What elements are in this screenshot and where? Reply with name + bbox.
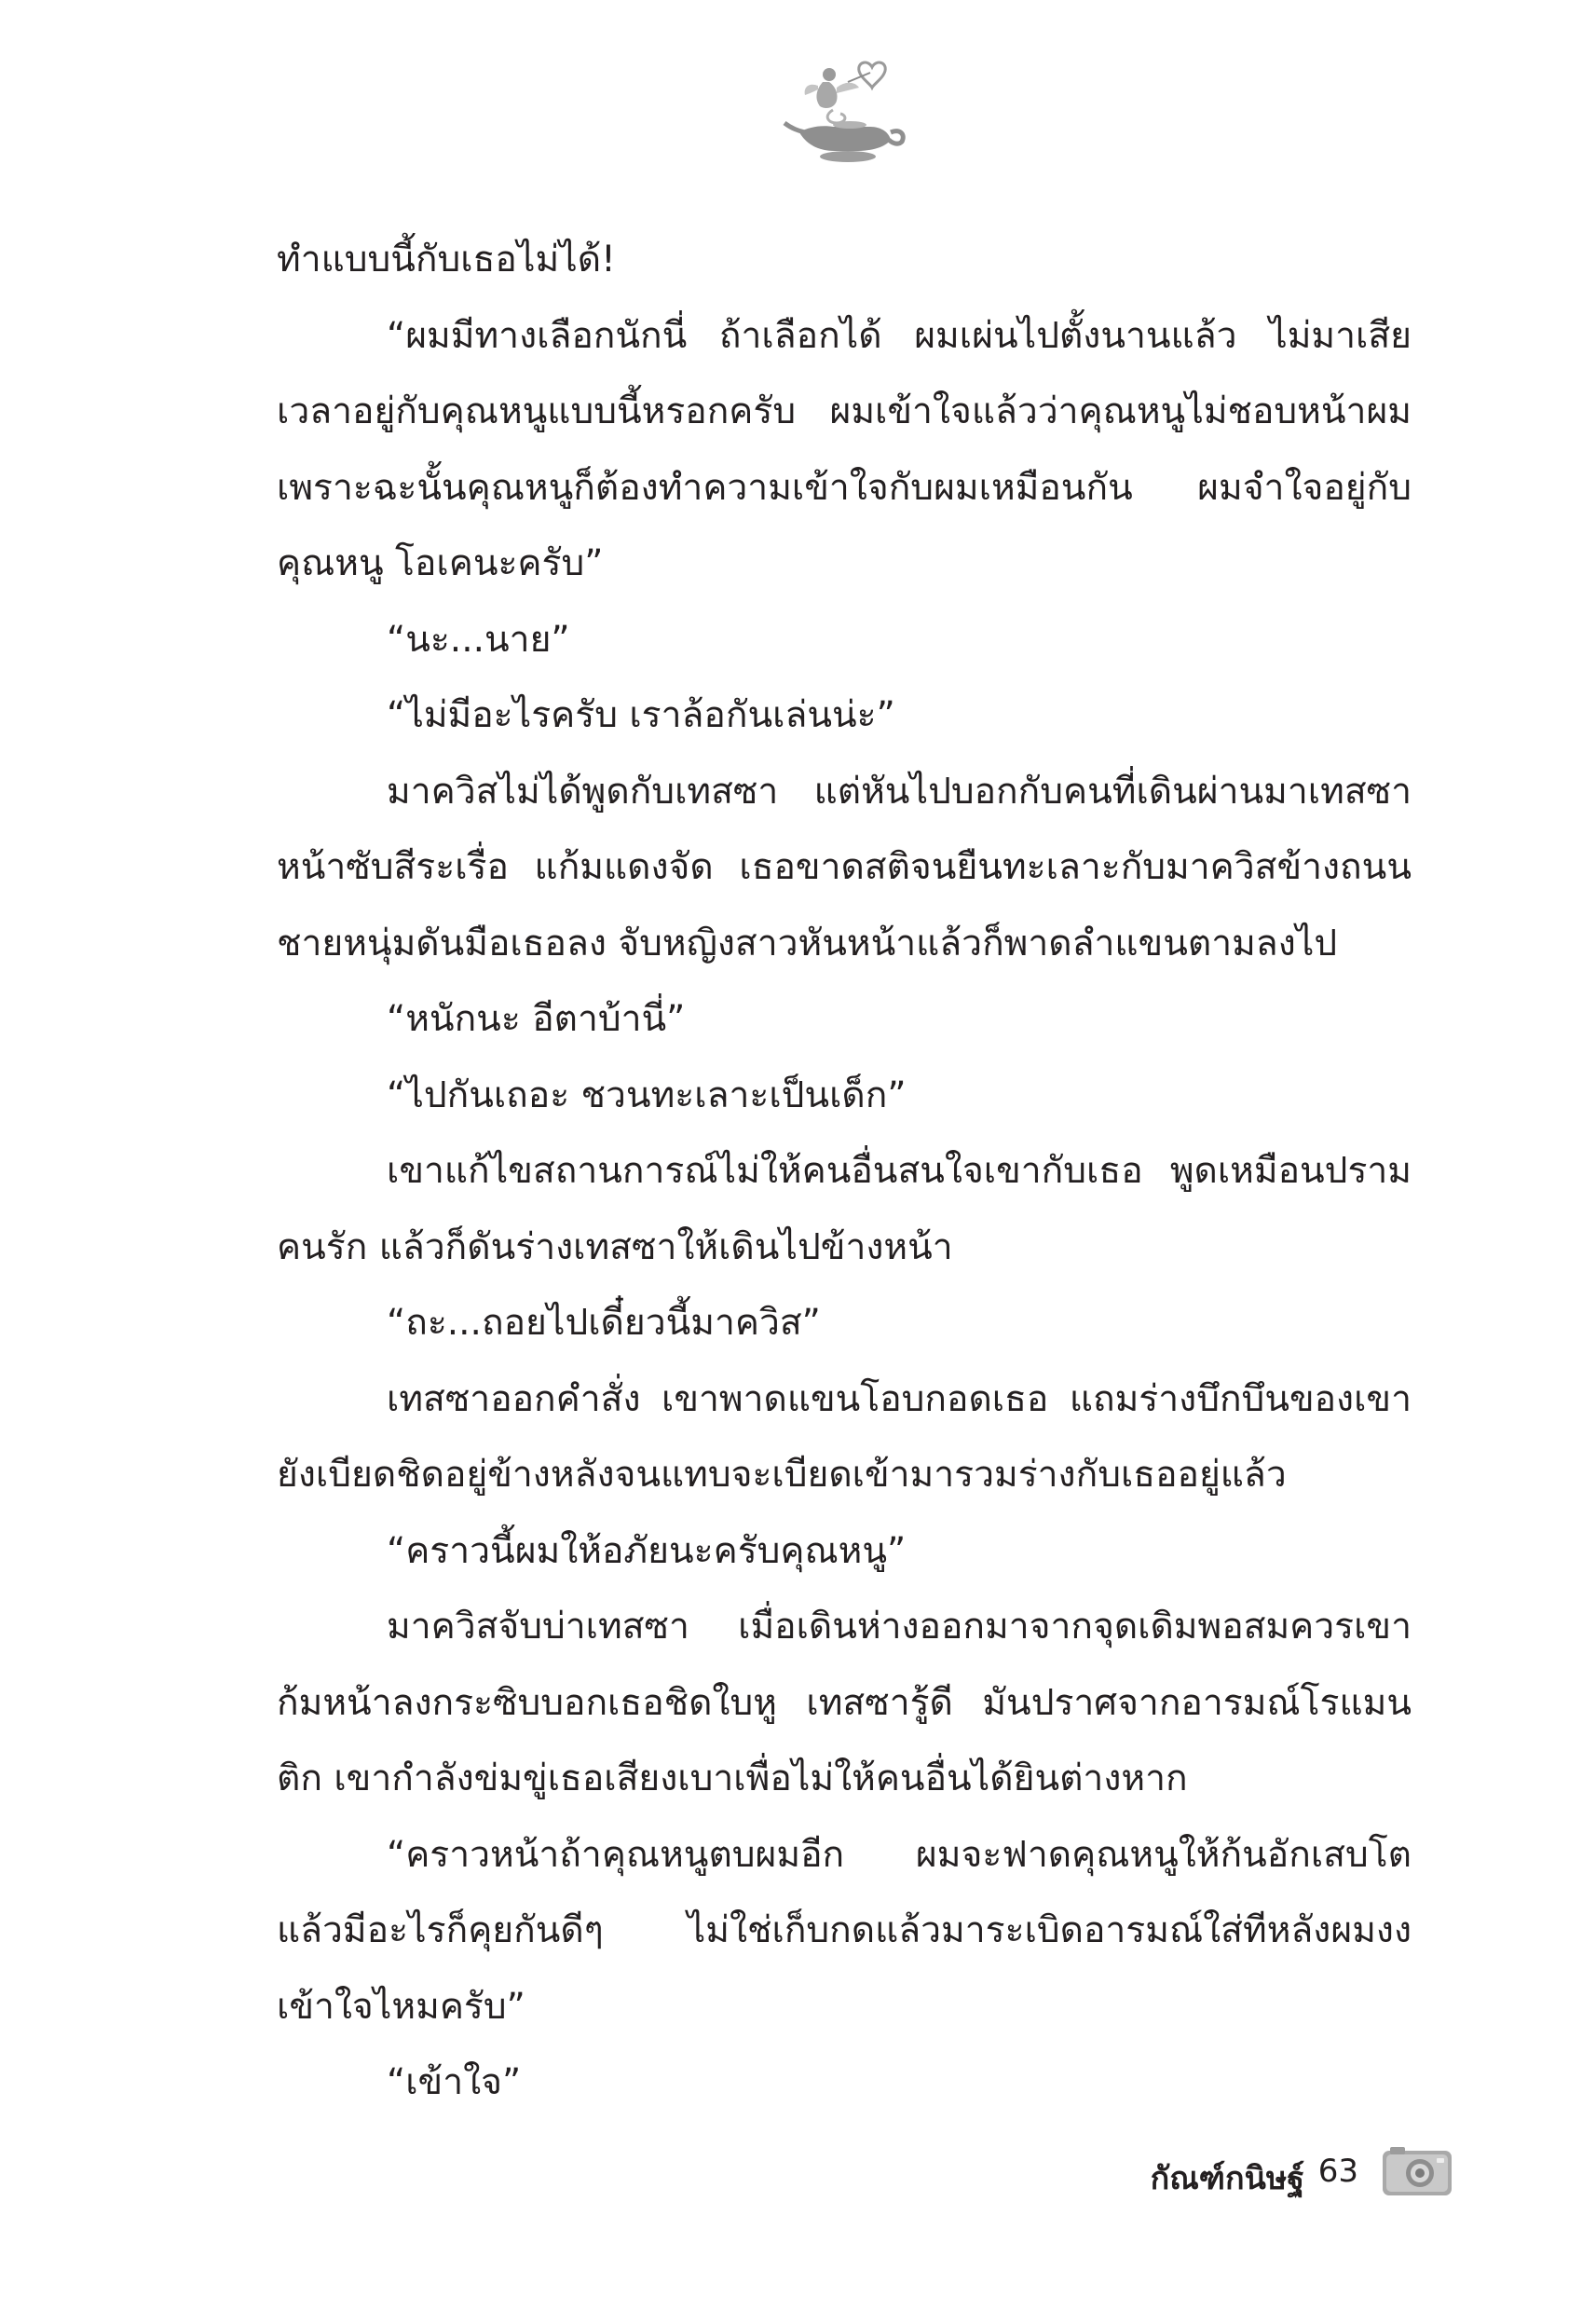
- paragraph: ทำแบบนี้กับเธอไม่ได้!: [277, 239, 616, 280]
- page-number: 63: [1317, 2153, 1358, 2190]
- paragraph: มาควิสไม่ได้พูดกับเทสซา แต่หันไปบอกกับคนที่เดินผ่านมาเทสซาหน้าซับสีระเรื่อ แก้มแดงจัด เธอขาดสติจนยืนทะเลาะกับมาควิสข้างถนน ชายหนุ่มดันมือเธอลง จับหญิงสาวหันหน้าแล้วก็พาดลำแขนตามลงไป: [277, 770, 1412, 964]
- paragraph: เทสซาออกคำสั่ง เขาพาดแขนโอบกอดเธอ แถมร่างบึกบึนของเขายังเบียดชิดอยู่ข้างหลังจนแทบจะเบียดเข้ามารวมร่างกับเธออยู่แล้ว: [277, 1377, 1412, 1496]
- paragraph: “นะ...นาย”: [387, 618, 570, 661]
- paragraph: “ผมมีทางเลือกนักนี่ ถ้าเลือกได้ ผมเผ่นไปตั้งนานแล้ว ไม่มาเสียเวลาอยู่กับคุณหนูแบบนี้หรอกครับ ผมเข้าใจแล้วว่าคุณหนูไม่ชอบหน้าผม เพราะฉะนั้นคุณหนูก็ต้องทำความเข้าใจกับผมเหมือนกัน ผมจำใจอยู่กับคุณหนู โอเคนะครับ”: [277, 314, 1412, 584]
- paragraph: เขาแก้ไขสถานการณ์ไม่ให้คนอื่นสนใจเขากับเธอ พูดเหมือนปรามคนรัก แล้วก็ดันร่างเทสซาให้เดินไปข้างหน้า: [277, 1150, 1412, 1268]
- paragraph: “ไม่มีอะไรครับ เราล้อกันเล่นน่ะ”: [387, 694, 895, 736]
- genie-lamp-cupid-icon: [781, 54, 911, 166]
- book-title: กัณฑ์กนิษฐ์: [1150, 2160, 1304, 2197]
- paragraph: มาควิสจับบ่าเทสซา เมื่อเดินห่างออกมาจากจุดเดิมพอสมควรเขาก้มหน้าลงกระซิบบอกเธอชิดใบหู เทสซารู้ดี มันปราศจากอารมณ์โรแมนติก เขากำลังข่มขู่เธอเสียงเบาเพื่อไม่ให้คนอื่นได้ยินต่างหาก: [277, 1606, 1412, 1799]
- page-footer: [1044, 2141, 1453, 2207]
- paragraph: “หนักนะ อีตาบ้านี่”: [387, 998, 686, 1040]
- paragraph: “ถะ...ถอยไปเดี๋ยวนี้มาควิส”: [387, 1302, 821, 1344]
- paragraph: “ไปกันเถอะ ชวนทะเลาะเป็นเด็ก”: [387, 1073, 907, 1116]
- paragraph: “เข้าใจ”: [387, 2061, 522, 2103]
- paragraph: “คราวหน้าถ้าคุณหนูตบผมอีก ผมจะฟาดคุณหนูให้ก้นอักเสบโตแล้วมีอะไรก็คุยกันดีๆ ไม่ใช่เก็บกดแล้วมาระเบิดอารมณ์ใส่ทีหลังผมงงเข้าใจไหมครับ”: [277, 1833, 1412, 2028]
- camera-icon: [1381, 2145, 1453, 2199]
- body-text: [277, 222, 1412, 2121]
- paragraph: “คราวนี้ผมให้อภัยนะครับคุณหนู”: [387, 1529, 907, 1572]
